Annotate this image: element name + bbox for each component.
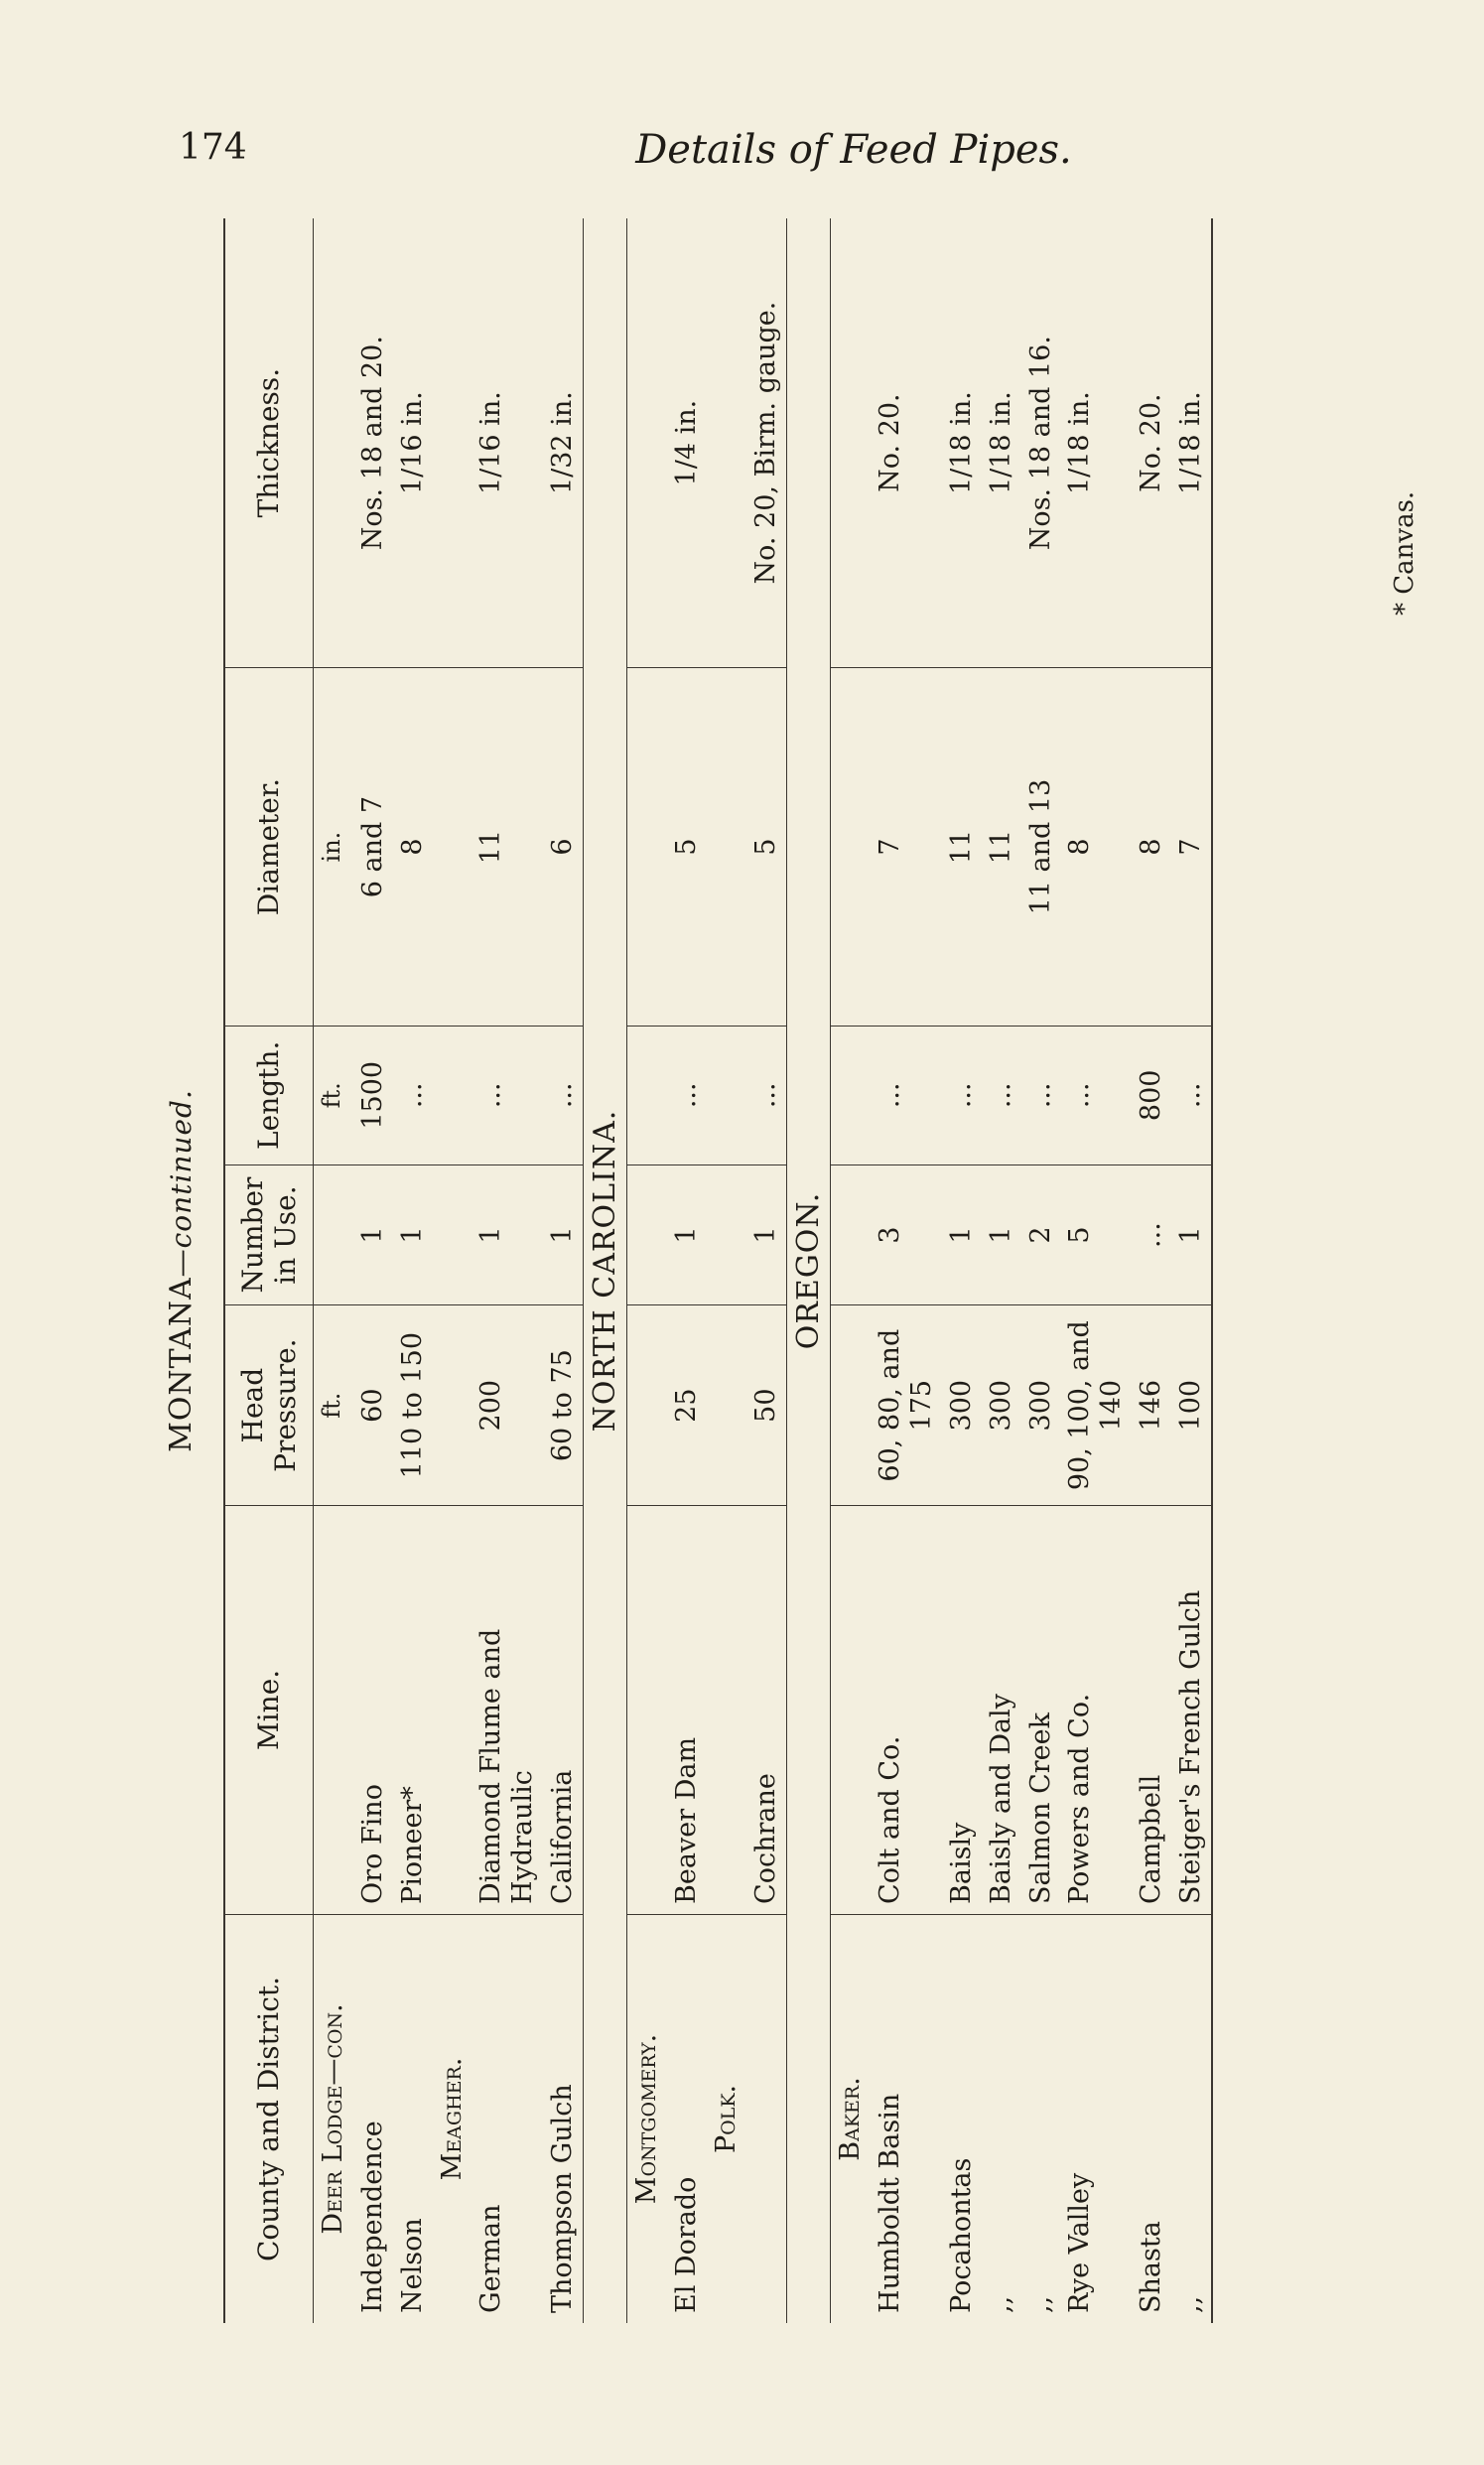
thickness-cell: 1/18 in.: [1174, 391, 1206, 495]
district-row: [831, 218, 871, 2323]
mine-cell: Campbell: [1132, 1505, 1171, 1914]
county-cell: [746, 1914, 786, 2323]
state-row: [584, 218, 627, 2323]
thickness-cell: 1/18 in.: [985, 391, 1016, 495]
number-cell: 1: [543, 1164, 583, 1305]
mine-cell: Beaver Dam: [667, 1505, 707, 1914]
mine-cell: Steiger's French Gulch: [1171, 1505, 1212, 1914]
head-cell: 60: [353, 1305, 393, 1505]
thickness-cell: 1/16 in.: [396, 391, 428, 495]
thickness-cell: Nos. 18 and 16.: [1024, 336, 1056, 551]
table-row: [1060, 218, 1132, 2323]
number-cell: 1: [1171, 1164, 1212, 1305]
header-mine: Mine.: [224, 1505, 314, 1914]
mine-cell: Diamond Flume and Hydraulic: [472, 1505, 543, 1914]
page-number: 174: [179, 127, 247, 168]
county-cell: Pocahontas: [942, 1914, 982, 2323]
number-cell: 2: [1021, 1164, 1061, 1305]
length-cell: ...: [942, 1026, 982, 1164]
thickness-cell: No. 20.: [1136, 393, 1167, 492]
head-cell: 200: [472, 1305, 543, 1505]
length-cell: ...: [746, 1026, 786, 1164]
thickness-cell: 1/16 in.: [475, 391, 507, 495]
diameter-cell: 6: [543, 668, 583, 1027]
county-cell: El Dorado: [667, 1914, 707, 2323]
head-cell: 146: [1132, 1305, 1171, 1505]
number-cell: 5: [1060, 1164, 1132, 1305]
table-row: [472, 218, 543, 2323]
head-cell: 50: [746, 1305, 786, 1505]
county-cell: Rye Valley: [1060, 1914, 1132, 2323]
district-name: Deer Lodge—con.: [314, 1914, 353, 2323]
table-row: [1021, 218, 1061, 2323]
head-cell: 300: [942, 1305, 982, 1505]
section-title-text: MONTANA: [164, 1277, 199, 1452]
state-north-carolina: NORTH CAROLINA.: [584, 218, 627, 2323]
county-cell: Shasta: [1132, 1914, 1171, 2323]
diameter-cell: 11: [942, 668, 982, 1027]
number-cell: 1: [667, 1164, 707, 1305]
district-row: [314, 218, 353, 2323]
district-name: Polk.: [707, 1914, 746, 2323]
table-row: [667, 218, 707, 2323]
county-cell: Thompson Gulch: [543, 1914, 583, 2323]
district-row: [627, 218, 667, 2323]
head-cell: 100: [1171, 1305, 1212, 1505]
unit-length: ft.: [314, 1026, 353, 1164]
table-row: [982, 218, 1021, 2323]
county-cell: Nelson: [393, 1914, 433, 2323]
head-cell: 300: [982, 1305, 1021, 1505]
unit-diameter: in.: [314, 668, 353, 1027]
thickness-cell: No. 20.: [875, 393, 906, 492]
mine-cell: Salmon Creek: [1021, 1505, 1061, 1914]
county-cell: Humboldt Basin: [871, 1914, 942, 2323]
page-header: [159, 119, 1350, 179]
diameter-cell: 11 and 13: [1021, 668, 1061, 1027]
thickness-cell: Nos. 18 and 20.: [356, 336, 388, 551]
section-title: [164, 218, 199, 2323]
diameter-cell: 5: [667, 668, 707, 1027]
table-row: [393, 218, 433, 2323]
table-row: [1132, 218, 1171, 2323]
head-cell: 90, 100, and 140: [1060, 1305, 1132, 1505]
length-cell: ...: [1021, 1026, 1061, 1164]
diameter-cell: 8: [393, 668, 433, 1027]
header-head-pressure: Head Pressure.: [224, 1305, 314, 1505]
thickness-cell: 1/32 in.: [547, 391, 579, 495]
mine-cell: California: [543, 1505, 583, 1914]
table-row: [942, 218, 982, 2323]
district-name: Meagher.: [433, 1914, 472, 2323]
header-diameter: Diameter.: [224, 668, 314, 1027]
diameter-cell: 7: [871, 668, 942, 1027]
mine-cell: Cochrane: [746, 1505, 786, 1914]
length-cell: ...: [871, 1026, 942, 1164]
head-cell: 60, 80, and 175: [871, 1305, 942, 1505]
diameter-cell: 5: [746, 668, 786, 1027]
number-cell: 1: [472, 1164, 543, 1305]
mine-cell: Pioneer*: [393, 1505, 433, 1914]
length-cell: ...: [667, 1026, 707, 1164]
county-cell: Independence: [353, 1914, 393, 2323]
length-cell: ...: [982, 1026, 1021, 1164]
header-thickness: Thickness.: [224, 218, 314, 668]
table-row: [543, 218, 583, 2323]
diameter-cell: 7: [1171, 668, 1212, 1027]
table-row: [871, 218, 942, 2323]
number-cell: 1: [353, 1164, 393, 1305]
district-row: [707, 218, 746, 2323]
header-length: Length.: [224, 1026, 314, 1164]
diameter-cell: 6 and 7: [353, 668, 393, 1027]
district-row: [433, 218, 472, 2323]
head-cell: 110 to 150: [393, 1305, 433, 1505]
length-cell: ...: [543, 1026, 583, 1164]
header-number-in-use: Number in Use.: [224, 1164, 314, 1305]
length-cell: ...: [1060, 1026, 1132, 1164]
state-oregon: OREGON.: [786, 218, 830, 2323]
table-header-row: [224, 218, 314, 2323]
head-cell: 300: [1021, 1305, 1061, 1505]
thickness-cell: No. 20, Birm. gauge.: [749, 301, 781, 585]
unit-head: ft.: [314, 1305, 353, 1505]
length-cell: ...: [1171, 1026, 1212, 1164]
thickness-cell: 1/18 in.: [945, 391, 977, 495]
running-title: Details of Feed Pipes.: [635, 127, 1072, 173]
footnote: * Canvas.: [1390, 490, 1419, 616]
feed-pipes-table: [223, 218, 1213, 2323]
county-cell: German: [472, 1914, 543, 2323]
table-row: [353, 218, 393, 2323]
number-cell: ...: [1132, 1164, 1171, 1305]
length-cell: 800: [1132, 1026, 1171, 1164]
number-cell: 1: [746, 1164, 786, 1305]
head-cell: 60 to 75: [543, 1305, 583, 1505]
diameter-cell: 8: [1060, 668, 1132, 1027]
diameter-cell: 11: [982, 668, 1021, 1027]
header-county: County and District.: [224, 1914, 314, 2323]
number-cell: 1: [393, 1164, 433, 1305]
mine-cell: Colt and Co.: [871, 1505, 942, 1914]
number-cell: 1: [982, 1164, 1021, 1305]
mine-cell: Baisly: [942, 1505, 982, 1914]
diameter-cell: 8: [1132, 668, 1171, 1027]
rotated-table-page: [164, 218, 1419, 2323]
thickness-cell: 1/18 in.: [1064, 391, 1096, 495]
number-cell: 3: [871, 1164, 942, 1305]
length-cell: ...: [472, 1026, 543, 1164]
district-name: Baker.: [831, 1914, 871, 2323]
mine-cell: Baisly and Daly: [982, 1505, 1021, 1914]
state-row: [786, 218, 830, 2323]
thickness-cell: 1/4 in.: [671, 399, 703, 486]
head-cell: 25: [667, 1305, 707, 1505]
mine-cell: Powers and Co.: [1060, 1505, 1132, 1914]
county-cell: ,,: [1171, 1914, 1212, 2323]
district-name: Montgomery.: [627, 1914, 667, 2323]
mine-cell: Oro Fino: [353, 1505, 393, 1914]
county-cell: ,,: [982, 1914, 1021, 2323]
county-cell: ,,: [1021, 1914, 1061, 2323]
section-continued: —continued.: [165, 1089, 198, 1278]
length-cell: ...: [393, 1026, 433, 1164]
diameter-cell: 11: [472, 668, 543, 1027]
table-row: [746, 218, 786, 2323]
table-row: [1171, 218, 1212, 2323]
length-cell: 1500: [353, 1026, 393, 1164]
number-cell: 1: [942, 1164, 982, 1305]
